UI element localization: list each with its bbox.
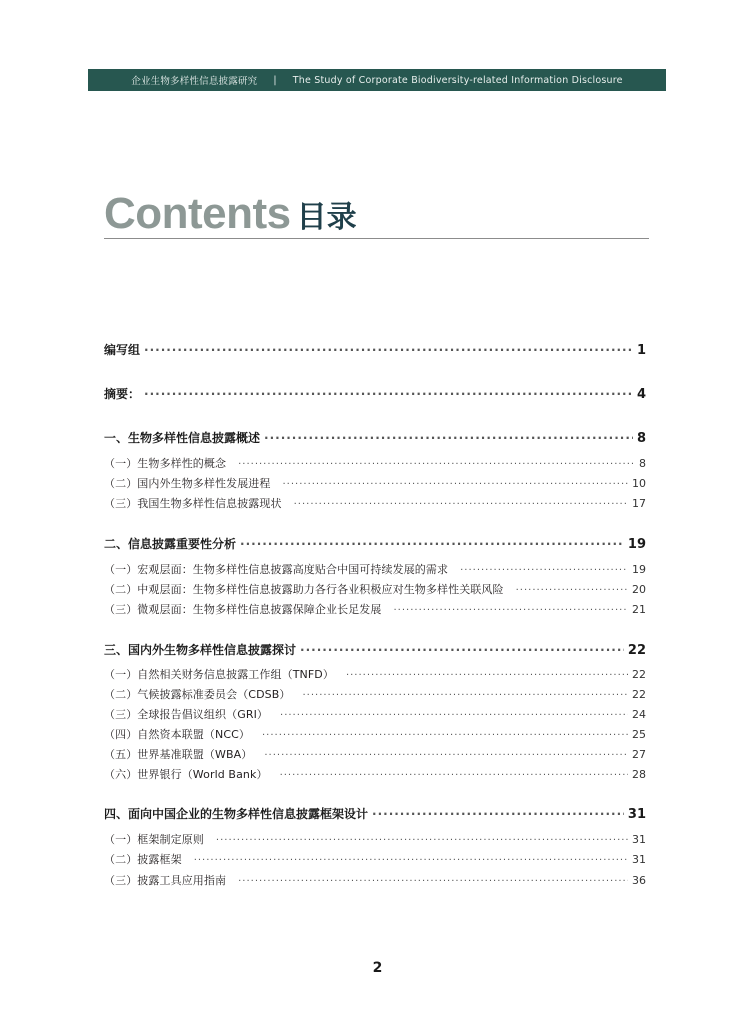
toc-section-label: 一、生物多样性信息披露概述 <box>104 431 261 445</box>
toc-subsection-page: 31 <box>632 833 646 846</box>
running-header <box>88 69 666 91</box>
toc-section[interactable] <box>104 805 646 822</box>
toc-subsection-label: （一）生物多样性的概念 <box>104 457 227 470</box>
toc-subsection-label: （三）微观层面：生物多样性信息披露保障企业长足发展 <box>104 603 382 616</box>
toc-section-label: 四、面向中国企业的生物多样性信息披露框架设计 <box>104 807 369 821</box>
toc-section[interactable] <box>104 641 646 658</box>
toc-leader <box>264 431 633 445</box>
header-separator: | <box>273 74 277 86</box>
toc-subsection-label: （二）气候披露标准委员会（CDSB） <box>104 688 291 701</box>
toc-subsection[interactable] <box>104 872 646 888</box>
toc-entry[interactable] <box>104 341 646 358</box>
toc-section-page: 22 <box>627 643 646 658</box>
toc-section-page: 19 <box>627 537 646 552</box>
toc-leader <box>346 670 628 681</box>
toc-subsection-label: （四）自然资本联盟（NCC） <box>104 728 250 741</box>
toc-subsection-label: （一）框架制定原则 <box>104 833 204 846</box>
toc-leader <box>302 690 628 701</box>
toc-leader <box>460 565 628 576</box>
toc-subsection-page: 8 <box>639 457 646 470</box>
toc-subsection-label: （五）世界基准联盟（WBA） <box>104 748 253 761</box>
toc-subsection-page: 25 <box>632 728 646 741</box>
toc-section[interactable] <box>104 535 646 552</box>
toc-entry-label: 摘要： <box>104 387 141 401</box>
toc-subsection[interactable] <box>104 746 646 762</box>
toc-subsection-page: 36 <box>632 874 646 887</box>
toc-subsection-page: 24 <box>632 708 646 721</box>
toc-section-page: 31 <box>627 807 646 822</box>
toc-subsection[interactable] <box>104 666 646 682</box>
toc-subsection[interactable] <box>104 455 646 471</box>
toc-entry-label: 编写组 <box>104 343 141 357</box>
toc-leader <box>280 770 628 781</box>
page-title-zh: 目录 <box>296 200 357 235</box>
toc-leader <box>238 459 635 470</box>
toc-subsection[interactable] <box>104 561 646 577</box>
title-divider <box>104 238 649 239</box>
page-title <box>104 189 649 238</box>
toc-subsection-label: （二）国内外生物多样性发展进程 <box>104 477 271 490</box>
toc-subsection-label: （一）宏观层面：生物多样性信息披露高度贴合中国可持续发展的需求 <box>104 563 449 576</box>
toc-subsection-page: 20 <box>632 583 646 596</box>
header-title-en: The Study of Corporate Biodiversity-related Information Disclosure <box>292 74 623 86</box>
toc-leader <box>372 807 624 821</box>
toc-subsection-page: 31 <box>632 853 646 866</box>
toc-subsection-page: 19 <box>632 563 646 576</box>
page-number: 2 <box>372 960 383 976</box>
toc-leader <box>280 710 628 721</box>
toc-section-label: 二、信息披露重要性分析 <box>104 537 237 551</box>
toc-subsection-label: （三）披露工具应用指南 <box>104 874 227 887</box>
toc-leader <box>300 643 624 657</box>
toc-subsection-label: （六）世界银行（World Bank） <box>104 768 268 781</box>
toc-subsection[interactable] <box>104 851 646 867</box>
toc-leader <box>194 855 628 866</box>
toc-subsection-label: （三）全球报告倡议组织（GRI） <box>104 708 269 721</box>
toc-leader <box>144 343 633 357</box>
toc-section-page: 8 <box>636 431 646 446</box>
toc-entry-page: 4 <box>636 387 646 402</box>
toc-leader <box>264 750 628 761</box>
toc-subsection[interactable] <box>104 726 646 742</box>
toc-section-label: 三、国内外生物多样性信息披露探讨 <box>104 643 297 657</box>
toc-entry-page: 1 <box>636 343 646 358</box>
toc-subsection-page: 27 <box>632 748 646 761</box>
toc-section[interactable] <box>104 429 646 446</box>
toc-subsection-page: 28 <box>632 768 646 781</box>
toc-leader <box>294 499 628 510</box>
toc-subsection-label: （二）中观层面：生物多样性信息披露助力各行各业积极应对生物多样性关联风险 <box>104 583 504 596</box>
page-title-en: Contents <box>104 189 291 238</box>
toc-subsection-page: 22 <box>632 668 646 681</box>
toc-subsection[interactable] <box>104 706 646 722</box>
toc-subsection[interactable] <box>104 686 646 702</box>
toc-subsection[interactable] <box>104 766 646 782</box>
header-title-zh: 企业生物多样性信息披露研究 <box>131 76 258 87</box>
toc-leader <box>240 537 624 551</box>
toc-subsection[interactable] <box>104 581 646 597</box>
toc-entry[interactable] <box>104 385 646 402</box>
toc-subsection-label: （二）披露框架 <box>104 853 182 866</box>
toc-leader <box>283 479 629 490</box>
toc-leader <box>262 730 628 741</box>
toc-subsection-page: 21 <box>632 603 646 616</box>
toc-leader <box>394 605 629 616</box>
toc-subsection[interactable] <box>104 831 646 847</box>
toc-leader <box>216 835 628 846</box>
toc-subsection-page: 22 <box>632 688 646 701</box>
toc-subsection[interactable] <box>104 601 646 617</box>
toc-subsection[interactable] <box>104 495 646 511</box>
toc-subsection-label: （一）自然相关财务信息披露工作组（TNFD） <box>104 668 334 681</box>
toc-subsection[interactable] <box>104 475 646 491</box>
toc-subsection-label: （三）我国生物多样性信息披露现状 <box>104 497 282 510</box>
toc-leader <box>516 585 628 596</box>
toc-leader <box>238 876 628 887</box>
toc-subsection-page: 17 <box>632 497 646 510</box>
toc-leader <box>144 387 633 401</box>
toc-subsection-page: 10 <box>632 477 646 490</box>
